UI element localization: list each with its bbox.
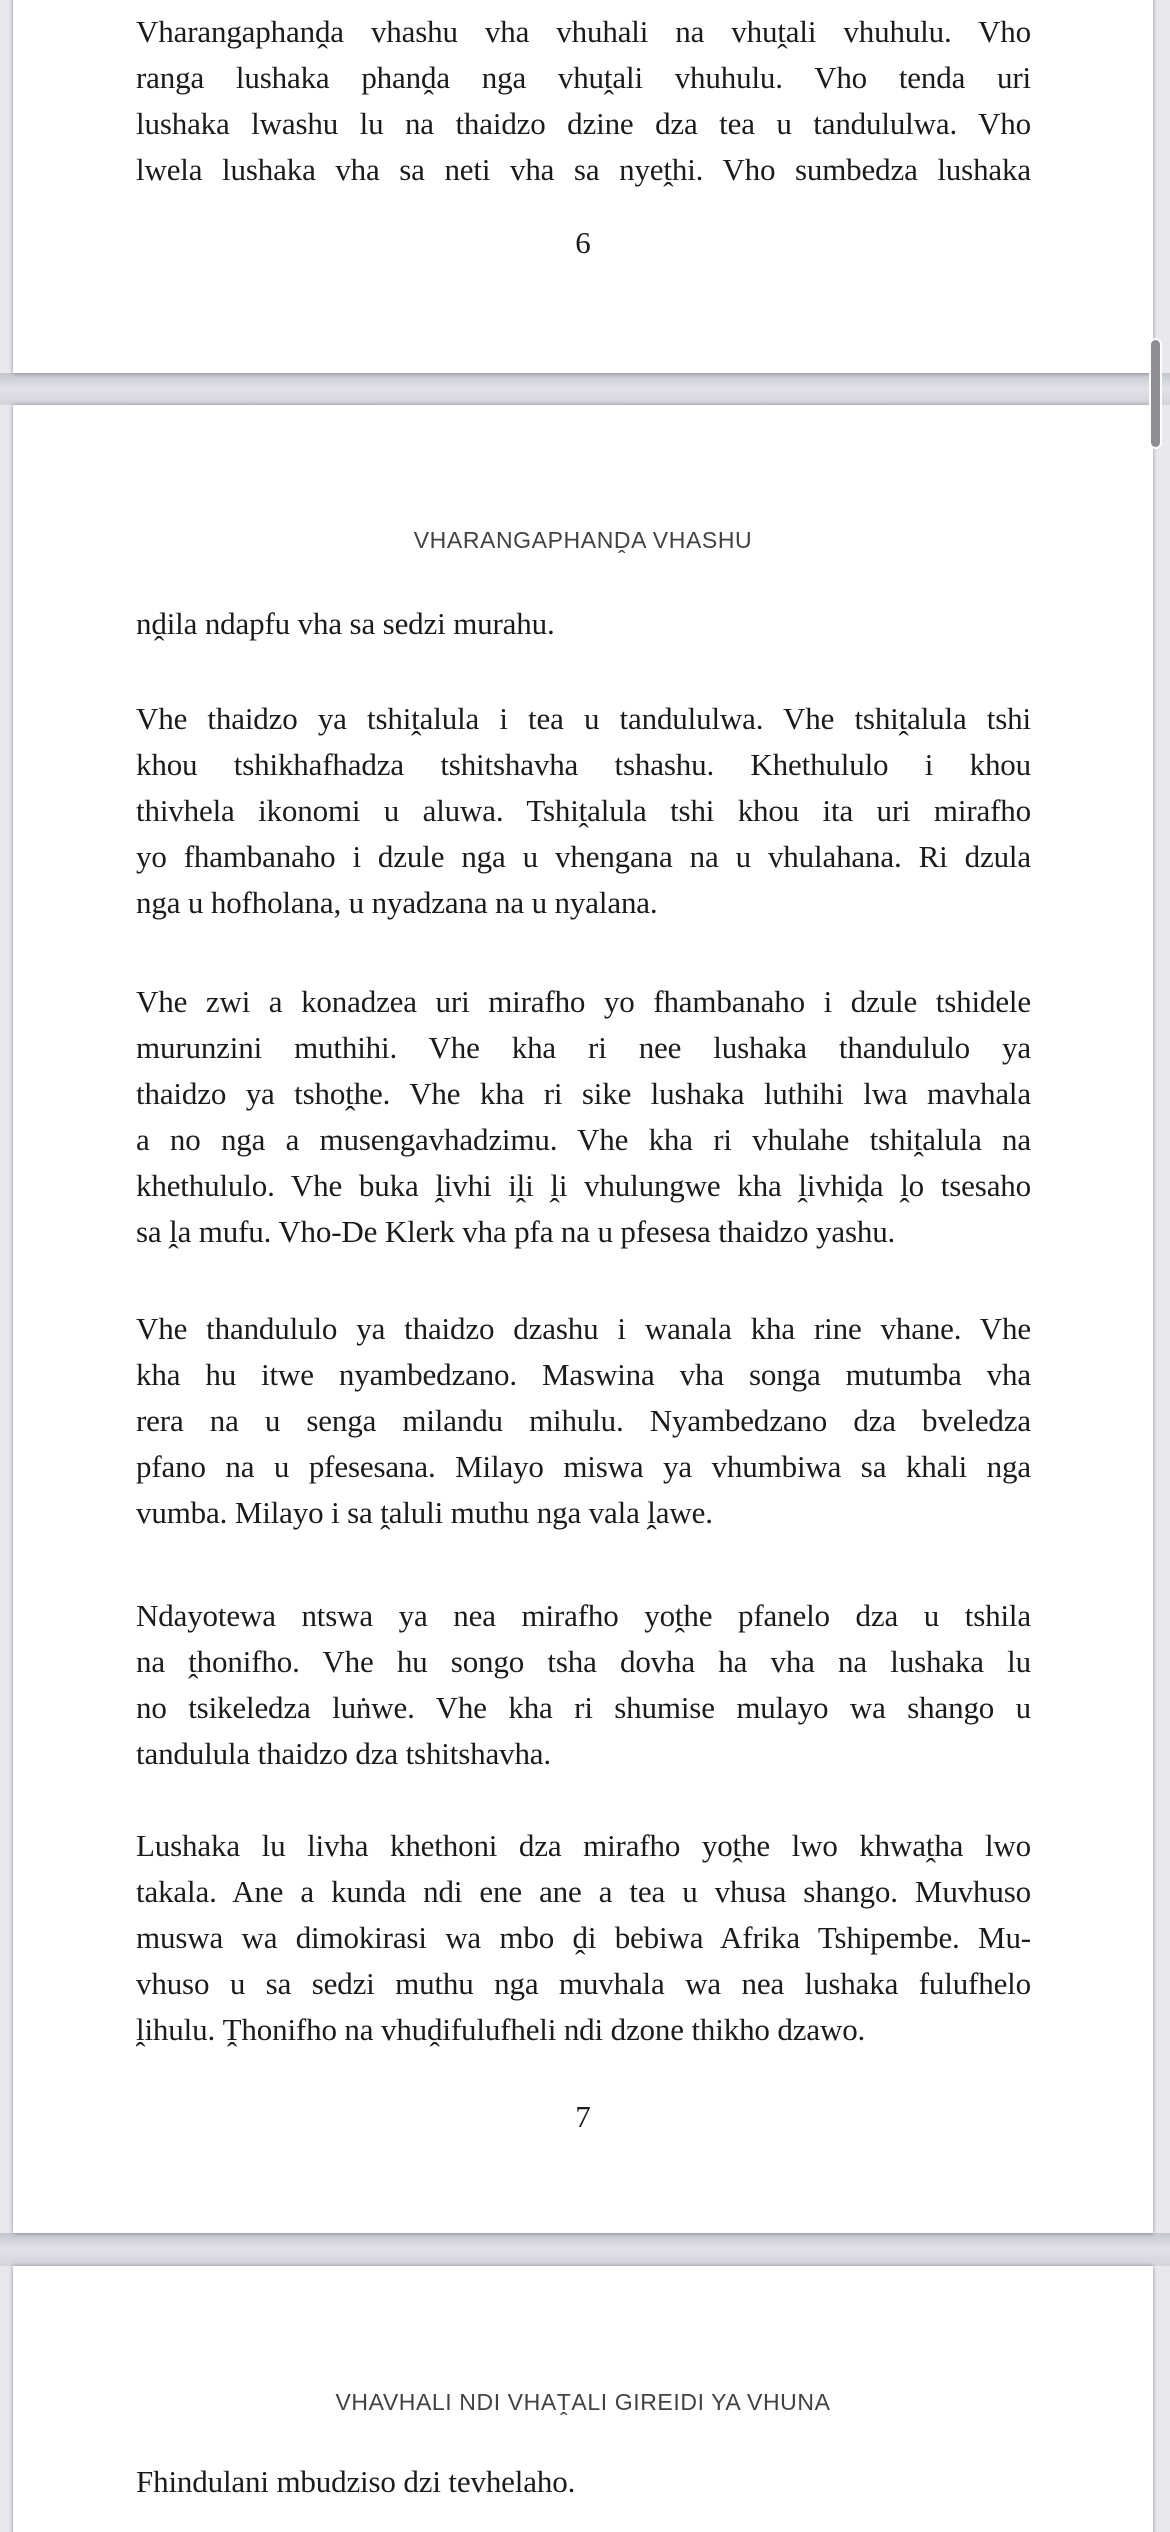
paragraph [136,1306,1031,1536]
text-line: rera na u senga milandu mihulu. Nyambedzano dza bveledza [136,1403,1031,1438]
text-line: thaidzo ya tshoṱhe. Vhe kha ri sike lushaka luthihi lwa mavhala [136,1076,1031,1111]
text-line: pfano na u pfesesana. Milayo miswa ya vhumbiwa sa khali nga [136,1449,1031,1484]
text-line: kha hu itwe nyambedzano. Maswina vha songa mutumba vha [136,1357,1031,1392]
text-line: tandulula thaidzo dza tshitshavha. [136,1736,552,1771]
document-page-next [13,2266,1153,2532]
text-line: a no nga a musengavhadzimu. Vhe kha ri vhulahe tshiṱalula na [136,1122,1031,1157]
document-page-6 [13,0,1153,373]
text-line: lushaka lwashu lu na thaidzo dzine dza tea u tandululwa. Vho [136,106,1031,141]
paragraph [136,1823,1031,2053]
text-line: Lushaka lu livha khethoni dza mirafho yoṱhe lwo khwaṱha lwo [136,1828,1031,1863]
text-line: Vhe thandululo ya thaidzo dzashu i wanala kha rine vhane. Vhe [136,1311,1031,1346]
page-running-header: VHARANGAPHANḒA VHASHU [413,527,753,553]
text-line: sa ḽa mufu. Vho-De Klerk vha pfa na u pfesesa thaidzo yashu. [136,1214,896,1249]
text-line: vhuso u sa sedzi muthu nga muvhala wa nea lushaka fulufhelo [136,1966,1031,2001]
text-line: nga u hofholana, u nyadzana na u nyalana. [136,885,658,920]
text-line: Fhindulani mbudziso dzi tevhelaho. [136,2464,576,2499]
page-number: 7 [575,2099,591,2134]
text-line: Vhe zwi a konadzea uri mirafho yo fhambanaho i dzule tshidele [136,984,1031,1019]
text-line: vumba. Milayo i sa ṱaluli muthu nga vala ḽawe. [136,1495,713,1530]
text-line: muswa wa dimokirasi wa mbo ḓi bebiwa Afrika Tshipembe. Mu- [136,1920,1031,1955]
page-running-header: VHAVHALI NDI VHAṰALI GIREIDI YA VHUNA [335,2389,831,2415]
text-line: ḽihulu. Ṱhonifho na vhuḓifulufheli ndi dzone thikho dzawo. [136,2012,866,2047]
paragraph [136,9,1031,193]
text-line: khethululo. Vhe buka ḽivhi iḽi ḽi vhulungwe kha ḽivhiḓa ḽo tsesaho [136,1168,1031,1203]
text-line: Vharangaphanḓa vhashu vha vhuhali na vhuṱali vhuhulu. Vho [136,14,1031,49]
text-line: ranga lushaka phanḓa nga vhuṱali vhuhulu. Vho tenda uri [136,60,1031,95]
paragraph [136,1593,1031,1777]
text-line: takala. Ane a kunda ndi ene ane a tea u vhusa shango. Muvhuso [136,1874,1031,1909]
text-line: thivhela ikonomi u aluwa. Tshiṱalula tshi khou ita uri mirafho [136,793,1031,828]
paragraph [136,979,1031,1255]
document-page-7 [13,405,1153,2233]
page-number: 6 [575,225,591,260]
text-line: nḓila ndapfu vha sa sedzi murahu. [136,606,555,641]
page-gap [0,2233,1170,2266]
text-line: na ṱhonifho. Vhe hu songo tsha dovha ha vha na lushaka lu [136,1644,1031,1679]
page-gap [0,373,1170,405]
paragraph [136,601,1031,647]
paragraph [136,696,1031,926]
scrollbar-thumb[interactable] [1151,340,1160,447]
text-line: murunzini muthihi. Vhe kha ri nee lushaka thandululo ya [136,1030,1031,1065]
paragraph [136,2459,1031,2505]
text-line: khou tshikhafhadza tshitshavha tshashu. Khethululo i khou [136,747,1031,782]
text-line: Ndayotewa ntswa ya nea mirafho yoṱhe pfanelo dza u tshila [136,1598,1031,1633]
text-line: no tsikeledza luṅwe. Vhe kha ri shumise mulayo wa shango u [136,1690,1031,1725]
text-line: Vhe thaidzo ya tshiṱalula i tea u tandululwa. Vhe tshiṱalula tshi [136,701,1031,736]
text-line: lwela lushaka vha sa neti vha sa nyeṱhi. Vho sumbedza lushaka [136,152,1031,187]
text-line: yo fhambanaho i dzule nga u vhengana na u vhulahana. Ri dzula [136,839,1031,874]
